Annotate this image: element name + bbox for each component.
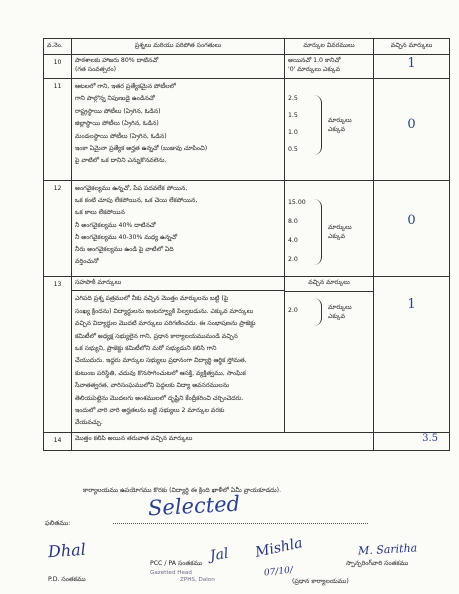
marks-table xyxy=(43,38,450,451)
row-number: 14 xyxy=(53,436,62,444)
marks-text-line: అయినచో 1.0 కానిచో xyxy=(288,57,341,64)
row-text-line: పై వాటిలో ఒక దానిని ఎన్నుకొనవలెను. xyxy=(75,157,167,165)
mark-value: 2.0 xyxy=(288,256,298,264)
marks-label: ఎక్కువ xyxy=(328,126,346,133)
mark-value: 1.5 xyxy=(288,112,298,120)
row-text-line: సేవాతత్వరత, వారిసంఘములోని పెద్దలకు విద్యా అవసరములను xyxy=(75,382,230,390)
school-stamp xyxy=(150,570,215,584)
row-text-line: (గత సంవత్సరం) xyxy=(75,65,117,73)
row-text-line: ఒక కాలు లేకపోయిన xyxy=(75,209,125,217)
row-text-line: తెలియపెట్టెను మొదలగు అంశములలో దృష్టిని కేంద్రీకరించి చర్చించెదరు. xyxy=(75,394,244,402)
mark-value: 1.0 xyxy=(288,129,298,137)
mark-value: 4.0 xyxy=(288,237,298,245)
table-row xyxy=(44,277,450,433)
row-text-line: ఆటలలో గాని, ఇతర ప్రత్యేకమైన పోటీలలో xyxy=(75,83,176,90)
row-number: 12 xyxy=(53,185,62,192)
marks-label: మార్కులు xyxy=(328,224,352,231)
row-text-line: వచ్చిన విద్యార్థుల మొదటి మార్కులు పరిగణించదు. ఈ సంభాషణను ప్రాజెక్టు xyxy=(75,320,256,328)
marks-label: మార్కులు xyxy=(328,303,352,311)
row-text-line: ఇంకా ఏమైనా ప్రత్యేక అర్హత ఉన్నచో (బుజువు చూపించి) xyxy=(75,145,208,153)
brace-mark xyxy=(314,95,322,155)
brace-mark xyxy=(314,298,322,326)
result-underline xyxy=(113,523,368,524)
sponsor-signature-label: స్పాన్సరింగ్‌వారి సంతకము xyxy=(346,560,409,567)
table-row xyxy=(44,79,450,181)
marks-label: మార్కులు xyxy=(328,117,352,124)
marks-label: ఎక్కువ xyxy=(328,312,346,320)
head-office-signature: Mishla xyxy=(253,535,304,561)
row-text-line: పాఠశాలకు హాజరు 80% దాటినచో xyxy=(75,57,159,64)
row-text-line: ఇందులో వారి వారి అర్హతలను బట్టి సభ్యులు 2 మార్కుల వరకు xyxy=(75,407,225,415)
obtained-score: 1 xyxy=(407,297,416,312)
row-text-line: నీరు అంగవైకల్యము ఉండి పై వాటిలో ఏది xyxy=(75,246,174,254)
stamp-line: Gazetted Head xyxy=(150,570,192,576)
obtained-score: 0 xyxy=(407,117,416,132)
header-marks-details: మార్కుల వివరములు xyxy=(285,39,374,55)
result-label: ఫలితము: xyxy=(45,519,71,527)
brace-mark xyxy=(314,199,322,265)
row-text-line: ఒక కంటి చూపు లేకపోయిన, ఒక చెయి లేకపోయిన, xyxy=(75,197,198,205)
result-handwritten-value: Selected xyxy=(147,491,241,521)
pd-signature: Dhal xyxy=(47,539,87,562)
row-text-line: రాష్ట్రస్థాయి పోటీలు (ఏ్రగిన, ఓడిన) xyxy=(75,107,161,115)
mark-value: 0.5 xyxy=(288,146,298,154)
head-office-label: (ప్రధాన కార్యాలయము) xyxy=(292,578,349,585)
office-use-note: కార్యాలయము ఉపయోగము కొరకు (విద్యార్థి ఈ క్రింది ఖాళీలో ఏమీ వ్రాయకూడదు). xyxy=(83,487,282,494)
table-row xyxy=(44,55,450,79)
row-text-line: చేయుదురు. ఇద్దరు మార్కుల సభ్యులు ప్రధానంగా విద్యార్థి ఆర్థిక స్తోమత, xyxy=(75,357,247,365)
marks-label: ఎక్కువ xyxy=(328,233,346,240)
table-row xyxy=(44,432,450,450)
pcc-signature-label: PCC / PA సంతకము xyxy=(150,560,203,567)
mark-value: 2.0 xyxy=(288,307,298,315)
row-text-line: ఒక సభ్యుని, ప్రాజెక్టు కమిటీలోని మరో సభ్యుడుని కలిసి గాని xyxy=(75,345,217,353)
row-text-line: నీ అంగవైకల్యము 40-30% మధ్య ఉన్నచో xyxy=(75,233,178,241)
header-serial-number: వ.నెం. xyxy=(44,39,72,55)
row-text-line: మొత్తం కలిపి అయిన తరువాత వచ్చిన మార్కులు xyxy=(75,434,193,442)
row-text-line: గాని పాల్గొన్న నిపుణుడై ఉండినచో xyxy=(75,95,155,103)
mark-value: 2.5 xyxy=(288,95,298,102)
marks-subheader: వచ్చిన మార్కులు xyxy=(285,277,373,292)
table-header-row xyxy=(44,39,450,55)
total-score: 3.5 xyxy=(422,432,438,444)
row-text-line: కమిటీలో అధ్యక్ష సభ్యులైన గాని, ప్రధాన కార్యాలయముమండి వచ్చిన xyxy=(75,332,238,340)
row-text-line: మండలస్థాయి పోటీలు (ఏ్రగిన, ఓడిన) xyxy=(75,132,167,140)
row-number: 13 xyxy=(53,281,62,288)
row-title: సహపాఠీ మార్కులు xyxy=(72,277,284,291)
stamp-line: ZPHS, Dalon xyxy=(180,577,215,583)
row-number: 10 xyxy=(53,59,62,66)
pd-signature-label: P.D. సంతకము xyxy=(48,576,86,583)
marks-text-line: '0' మార్కులు ఎక్కువ xyxy=(288,65,341,73)
mark-value: 8.0 xyxy=(288,218,298,226)
obtained-score: 1 xyxy=(407,56,416,71)
header-questions: ప్రశ్నలు మరియు పరిపోత సంగతులు xyxy=(72,39,285,55)
row-text-line: వర్తించునో xyxy=(75,258,99,266)
row-text-line: ఎగిపది ప్రశ్న పత్రములో నీకు వచ్చిన మొత్తం మార్కులను బట్టి (పై xyxy=(75,295,229,303)
row-text-line: అంగవైకల్యము ఉన్నచో, పేప పదవలేక పోయిన, xyxy=(75,185,188,192)
obtained-score: 0 xyxy=(407,213,416,228)
row-number: 11 xyxy=(53,83,62,90)
header-marks-obtained: వచ్చిన మార్కులు xyxy=(374,39,450,55)
mark-value: 15.00 xyxy=(288,199,306,206)
row-text-line: సంఖ్య క్రిందను) విద్యార్థులను ఇంటర్వ్యూకి పిల్వబడును. ఎక్కువ మార్కులు xyxy=(75,307,254,315)
row-text-line: జిల్లాస్థాయి పోటీలు (ఏ్రగిన, ఓడిన) xyxy=(75,120,159,128)
row-text-line: నీ అంగవైకల్యము 40% దాటినచో xyxy=(75,221,156,229)
table-row xyxy=(44,181,450,277)
sponsor-signature: M. Saritha xyxy=(357,541,418,558)
pcc-signature: Jal xyxy=(208,545,230,565)
row-text-line: కుటుంబ పరిస్థితి, చదువు కొనసాగించుటలో ఆసక్తి, వ్యక్తిత్వము, సాంఘిక xyxy=(75,369,246,377)
row-text-line: వేయవచ్చు. xyxy=(75,419,103,427)
date-scrawl: 07/10/ xyxy=(263,565,294,579)
